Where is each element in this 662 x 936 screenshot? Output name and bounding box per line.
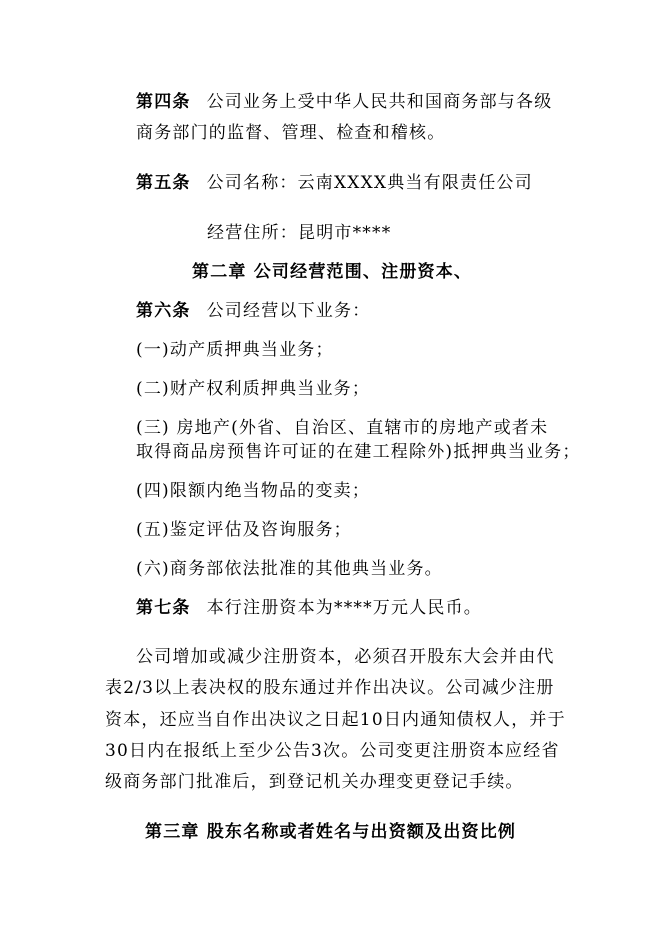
company-address-text: 经营住所：昆明市**** — [207, 223, 392, 243]
article-5-line-1 — [136, 172, 533, 194]
business-item-3-line-2: 取得商品房预售许可证的在建工程除外)抵押典当业务； — [136, 442, 581, 462]
business-item-4: (四)限额内绝当物品的变卖； — [136, 481, 371, 501]
article-7-label: 第七条 — [136, 598, 191, 618]
business-item-3-line-1: (三) 房地产(外省、自治区、直辖市的房地产或者未 — [136, 418, 549, 438]
capital-paragraph-line-5: 级商务部门批准后，到登记机关办理变更登记手续。 — [105, 772, 524, 792]
chapter-3-heading: 第三章 股东名称或者姓名与出资额及出资比例 — [145, 822, 517, 842]
capital-paragraph-line-3: 资本，还应当自作出决议之日起10日内通知债权人，并于 — [105, 710, 566, 730]
article-4-label: 第四条 — [136, 92, 191, 112]
capital-paragraph-line-4: 30日内在报纸上至少公告3次。公司变更注册资本应经省 — [105, 741, 560, 761]
article-6-intro: 公司经营以下业务： — [206, 301, 371, 321]
article-4-line-1 — [136, 91, 552, 113]
article-6-label: 第六条 — [136, 301, 191, 321]
article-7-line — [136, 597, 482, 619]
business-item-5: (五)鉴定评估及咨询服务； — [136, 520, 352, 540]
chapter-2-heading: 第二章 公司经营范围、注册资本、 — [192, 262, 473, 282]
capital-paragraph-line-1: 公司增加或减少注册资本，必须召开股东大会并由代 — [136, 647, 555, 667]
article-6-line-1 — [136, 300, 370, 322]
article-7-text: 本行注册资本为****万元人民币。 — [206, 598, 483, 618]
article-4-line-2: 商务部门的监督、管理、检查和稽核。 — [136, 123, 446, 143]
company-name-text: 公司名称：云南XXXX典当有限责任公司 — [206, 173, 533, 193]
article-4-text-1: 公司业务上受中华人民共和国商务部与各级 — [206, 92, 553, 112]
capital-paragraph-line-2: 表2/3以上表决权的股东通过并作出决议。公司减少注册 — [105, 678, 555, 698]
business-item-1: (一)动产质押典当业务； — [136, 340, 334, 360]
business-item-6: (六)商务部依法批准的其他典当业务。 — [136, 559, 443, 579]
article-5-label: 第五条 — [136, 173, 191, 193]
business-item-2: (二)财产权利质押典当业务； — [136, 379, 371, 399]
